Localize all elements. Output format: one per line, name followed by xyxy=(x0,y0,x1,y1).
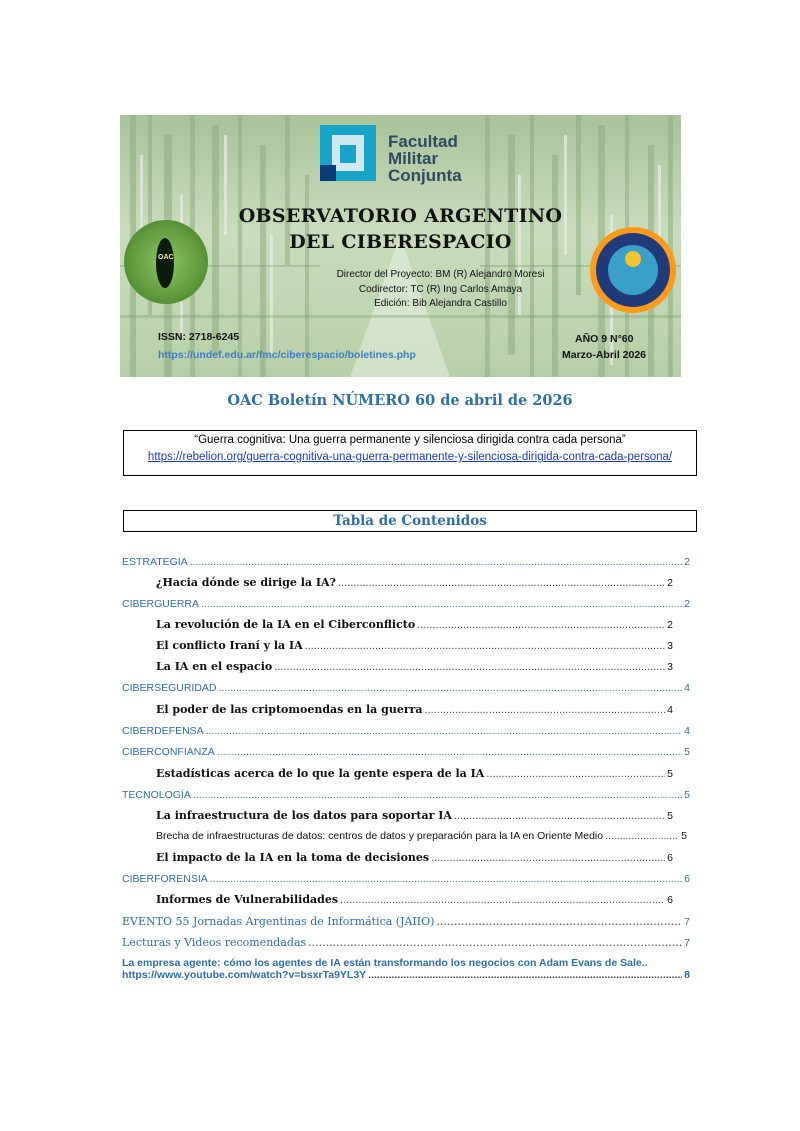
toc-entry[interactable]: Estadísticas acerca de lo que la gente espera de la IA ..... 5 xyxy=(156,767,673,780)
issue-number: AÑO 9 N°60 xyxy=(575,333,634,345)
toc-entry-evento[interactable]: EVENTO 55 Jornadas Argentinas de Informática (JAIIO) ..... 7 xyxy=(122,915,690,928)
toc-entry[interactable]: El conflicto Iraní y la IA ..... 3 xyxy=(156,639,673,652)
toc-entry[interactable]: El impacto de la IA en la toma de decisiones ..... 6 xyxy=(156,851,673,864)
toc-entry[interactable]: ¿Hacia dónde se dirige la IA? ..... 2 xyxy=(156,576,673,589)
toc-entry-tecnologia[interactable]: TECNOLOGÍA ..... 5 xyxy=(122,789,690,801)
banner-title-line1: OBSERVATORIO ARGENTINO xyxy=(238,205,563,227)
toc-entry[interactable]: La IA en el espacio ..... 3 xyxy=(156,660,673,673)
header-banner xyxy=(120,115,681,377)
toc-entry-ciberforensia[interactable]: CIBERFORENSIA ..... 6 xyxy=(122,873,690,885)
toc-entry[interactable]: Brecha de infraestructuras de datos: centros de datos y preparación para la IA en Oriente Medio ..... 5 xyxy=(156,830,687,842)
codirector-credit: Codirector: TC (R) Ing Carlos Amaya xyxy=(358,284,523,295)
toc-entry-video[interactable]: La empresa agente: cómo los agentes de IA están transformando los negocios con Adam Evans de Sale.. https://www.youtube.com/watch?v=bsxrTa9YL3Y ..... 8 xyxy=(122,957,690,981)
toc-entry-ciberdefensa[interactable]: CIBERDEFENSA ..... 4 xyxy=(122,725,690,737)
institutional-seal-icon xyxy=(590,227,676,313)
toc-entry-lecturas[interactable]: Lecturas y Videos recomendadas ..... 7 xyxy=(122,936,690,949)
toc-entry[interactable]: La revolución de la IA en el Ciberconflicto ..... 2 xyxy=(156,618,673,631)
oac-logo: OAC xyxy=(124,220,208,304)
featured-link[interactable]: https://rebelion.org/guerra-cognitiva-una-guerra-permanente-y-silenciosa-dirigida-contra-cada-persona/ xyxy=(147,451,673,463)
featured-quote: “Guerra cognitiva: Una guerra permanente y silenciosa dirigida contra cada persona” xyxy=(194,434,626,446)
banner-title-line2: DEL CIBERESPACIO xyxy=(289,231,512,253)
toc-entry[interactable]: La infraestructura de los datos para soportar IA ..... 5 xyxy=(156,809,673,822)
toc-entry-ciberconfianza[interactable]: CIBERCONFIANZA ..... 5 xyxy=(122,746,690,758)
institution-name: Facultad Militar Conjunta xyxy=(388,132,462,185)
toc-entry[interactable]: El poder de las criptomoendas en la guerra ..... 4 xyxy=(156,703,673,716)
toc-heading-box xyxy=(123,510,697,532)
toc-entry-ciberguerra[interactable]: CIBERGUERRA ..... 2 xyxy=(122,598,690,610)
featured-article-box xyxy=(123,430,697,476)
toc-entry[interactable]: Informes de Vulnerabilidades ..... 6 xyxy=(156,893,673,906)
bulletin-headline: OAC Boletín NÚMERO 60 de abril de 2026 xyxy=(227,392,573,409)
director-credit: Director del Proyecto: BM (R) Alejandro Moresi xyxy=(336,269,545,280)
toc-entry-ciberseguridad[interactable]: CIBERSEGURIDAD ..... 4 xyxy=(122,682,690,694)
toc-entry-estrategia[interactable]: ESTRATEGIA ..... 2 xyxy=(122,556,690,568)
edition-credit: Edición: Bib Alejandra Castillo xyxy=(374,298,507,309)
issn: ISSN: 2718-6245 xyxy=(158,331,240,343)
fmc-logo xyxy=(320,125,376,181)
toc-heading: Tabla de Contenidos xyxy=(333,513,487,529)
bulletins-url-link[interactable]: https://undef.edu.ar/fmc/ciberespacio/boletines.php xyxy=(158,349,416,361)
issue-date: Marzo-Abril 2026 xyxy=(562,349,647,361)
